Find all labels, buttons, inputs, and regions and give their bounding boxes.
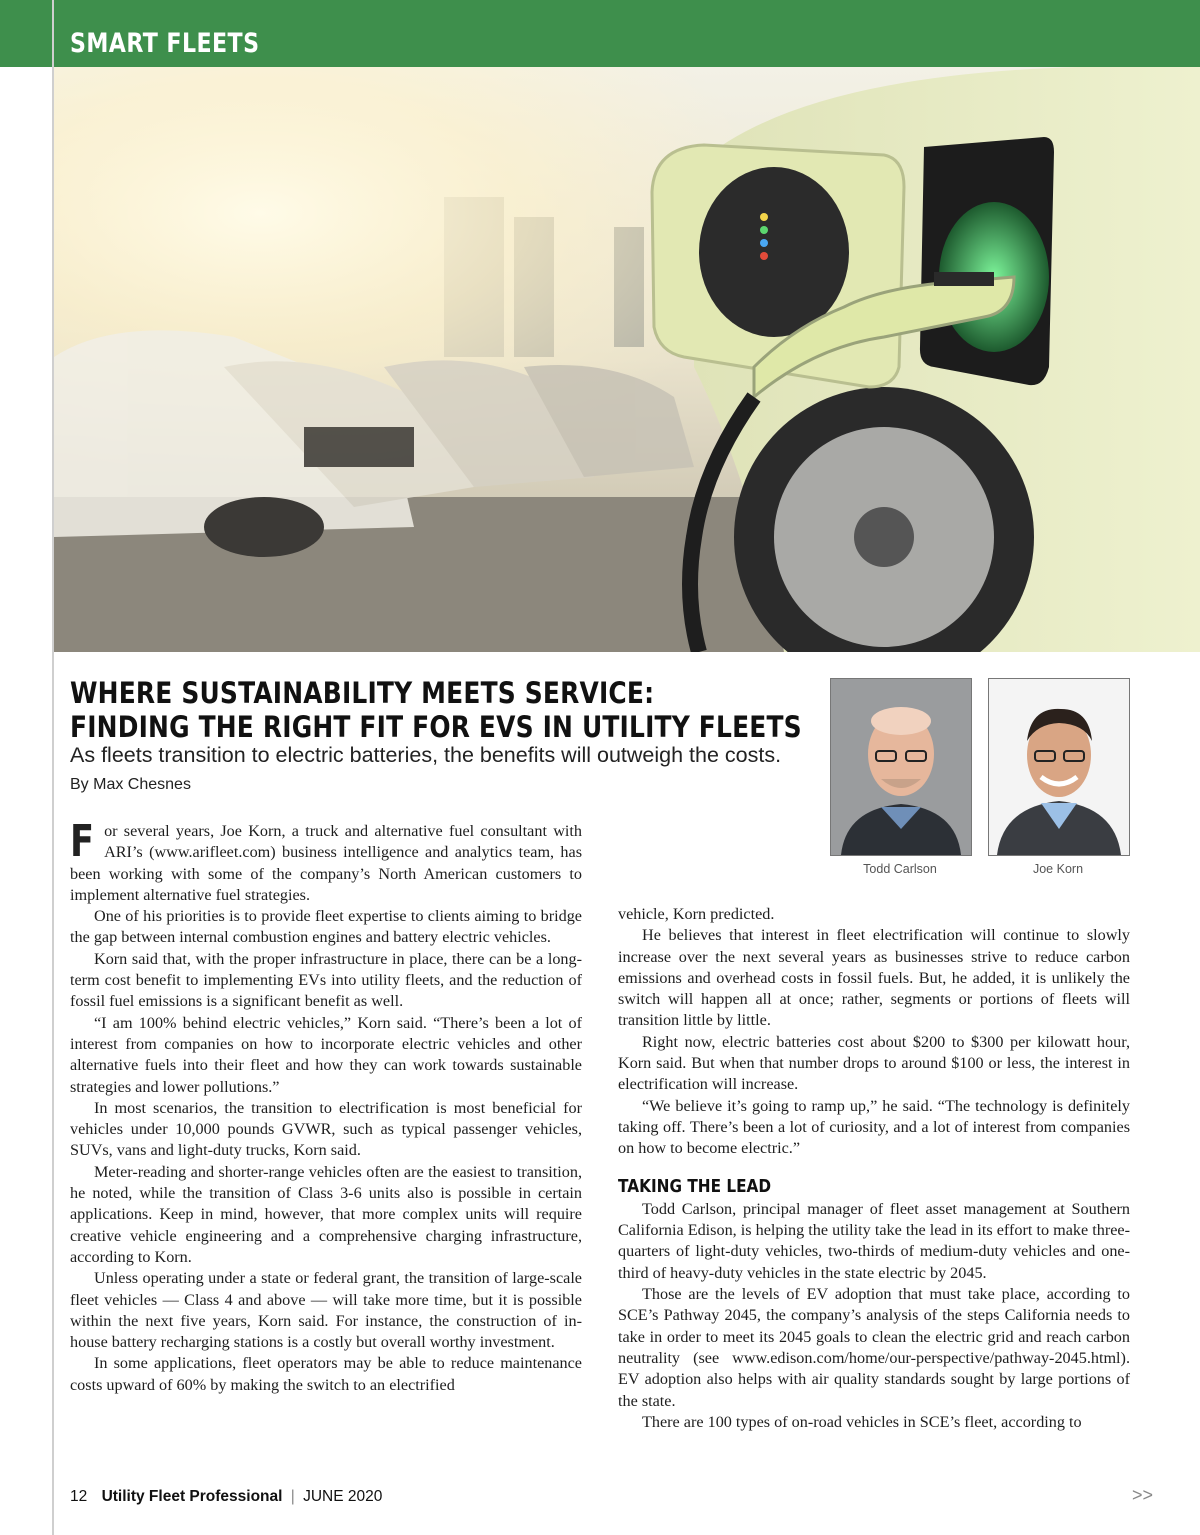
paragraph: In most scenarios, the transition to electrification is most beneficial for vehicles under 10,000 pounds GVWR, such as typical passenger vehicles, SUVs, vans and light-duty trucks, Korn said.: [70, 1098, 582, 1160]
article-column-1: [70, 816, 582, 1396]
paragraph: vehicle, Korn predicted.: [618, 905, 775, 923]
section-label: SMART FLEETS: [70, 28, 260, 59]
portrait-todd-carlson: [830, 678, 972, 856]
paragraph: For several years, Joe Korn, a truck and alternative fuel consultant with ARI’s (www.arifleet.com) business intelligence and analytics team, has been working with some of the company’s North American customers to implement alternative fuel strategies.: [70, 816, 582, 904]
portrait-illustration: [989, 679, 1129, 855]
paragraph: There are 100 types of on-road vehicles in SCE’s fleet, according to: [642, 1412, 1082, 1431]
article-deck: As fleets transition to electric batteries, the benefits will outweigh the costs.: [70, 743, 782, 767]
paragraph: Todd Carlson, principal manager of fleet asset management at Southern California Edison, is helping the utility take the lead in its effort to make three-quarters of light-duty vehicles, two-thirds of medium-duty vehicles and one-third of heavy-duty vehicles in the state electric by 2045.: [618, 1199, 1130, 1282]
paragraph: One of his priorities is to provide fleet expertise to clients aiming to bridge the gap between internal combustion engines and battery electric vehicles.: [70, 907, 582, 947]
headline-line-1: WHERE SUSTAINABILITY MEETS SERVICE:: [70, 676, 655, 710]
paragraph: Right now, electric batteries cost about $200 to $300 per kilowatt hour, Korn said. But when that number drops to around $100 or less, the interest in electrification will increase.: [618, 1032, 1130, 1094]
caption-joe-korn: Joe Korn: [1032, 862, 1084, 876]
caption-todd-carlson: Todd Carlson: [863, 862, 937, 876]
paragraph: “We believe it’s going to ramp up,” he said. “The technology is definitely taking off. There’s been a lot of curiosity, and a lot of interest from companies on how to become electric.”: [618, 1096, 1130, 1158]
subheading: TAKING THE LEAD: [618, 1175, 772, 1197]
issue-date: JUNE 2020: [303, 1488, 383, 1505]
paragraph: Unless operating under a state or federal grant, the transition of large-scale fleet vehicles — Class 4 and above — will take more time, but it is possible within the next five years, Korn said. For instance, the construction of in-house battery recharging stations is a costly but overall worthy investment.: [70, 1269, 582, 1352]
paragraph: He believes that interest in fleet electrification will continue to slowly increase over the next several years as businesses strive to reduce carbon emissions and overhead costs in fossil fuels. But, he added, it is unlikely the switch will happen all at once; rather, segments or portions of fleets will transition little by little.: [618, 926, 1130, 1030]
paragraph: In some applications, fleet operators may be able to reduce maintenance costs upward of 60% by making the switch to an electrified: [70, 1354, 582, 1394]
continued-marker: >>: [1132, 1485, 1154, 1505]
article-column-2: [618, 904, 1130, 1433]
footer-separator: |: [290, 1488, 295, 1505]
drop-cap: F: [70, 816, 95, 867]
hero-image: [54, 67, 1200, 652]
paragraph: Korn said that, with the proper infrastructure in place, there can be a long-term cost benefit to implementing EVs into utility fleets, and the reduction of fossil fuel emissions is a significant benefit as well.: [70, 949, 582, 1011]
headline-line-2: FINDING THE RIGHT FIT FOR EVS IN UTILITY FLEETS: [70, 710, 802, 744]
portrait-joe-korn: [988, 678, 1130, 856]
paragraph: Those are the levels of EV adoption that must take place, according to SCE’s Pathway 2045, the company’s analysis of the steps California needs to take in order to meet its 2045 goals to clean the electric grid and reach carbon neutrality (see www.edison.com/home/our-perspective/pathway-2045.html). EV adoption also helps with air quality standards sought by large portions of the state.: [618, 1285, 1130, 1410]
paragraph: Meter-reading and shorter-range vehicles often are the easiest to transition, he noted, while the transition of Class 3-6 units also is possible in certain applications. Keep in mind, however, that more complex units will require creative vehicle engineering and a comprehensive charging infrastructure, according to Korn.: [70, 1162, 582, 1266]
article-headline: [70, 676, 802, 744]
magazine-title: Utility Fleet Professional: [101, 1488, 283, 1505]
page-number: 12: [70, 1488, 88, 1505]
paragraph: “I am 100% behind electric vehicles,” Korn said. “There’s been a lot of interest from companies on how to incorporate electric vehicles and other alternative fuels into their fleet and how they can work towards sustainable strategies and lower pollutions.”: [70, 1013, 582, 1096]
ev-charging-illustration: [54, 67, 1200, 652]
page-footer: [70, 1488, 382, 1506]
portrait-illustration: [831, 679, 971, 855]
article-byline: By Max Chesnes: [70, 776, 191, 793]
